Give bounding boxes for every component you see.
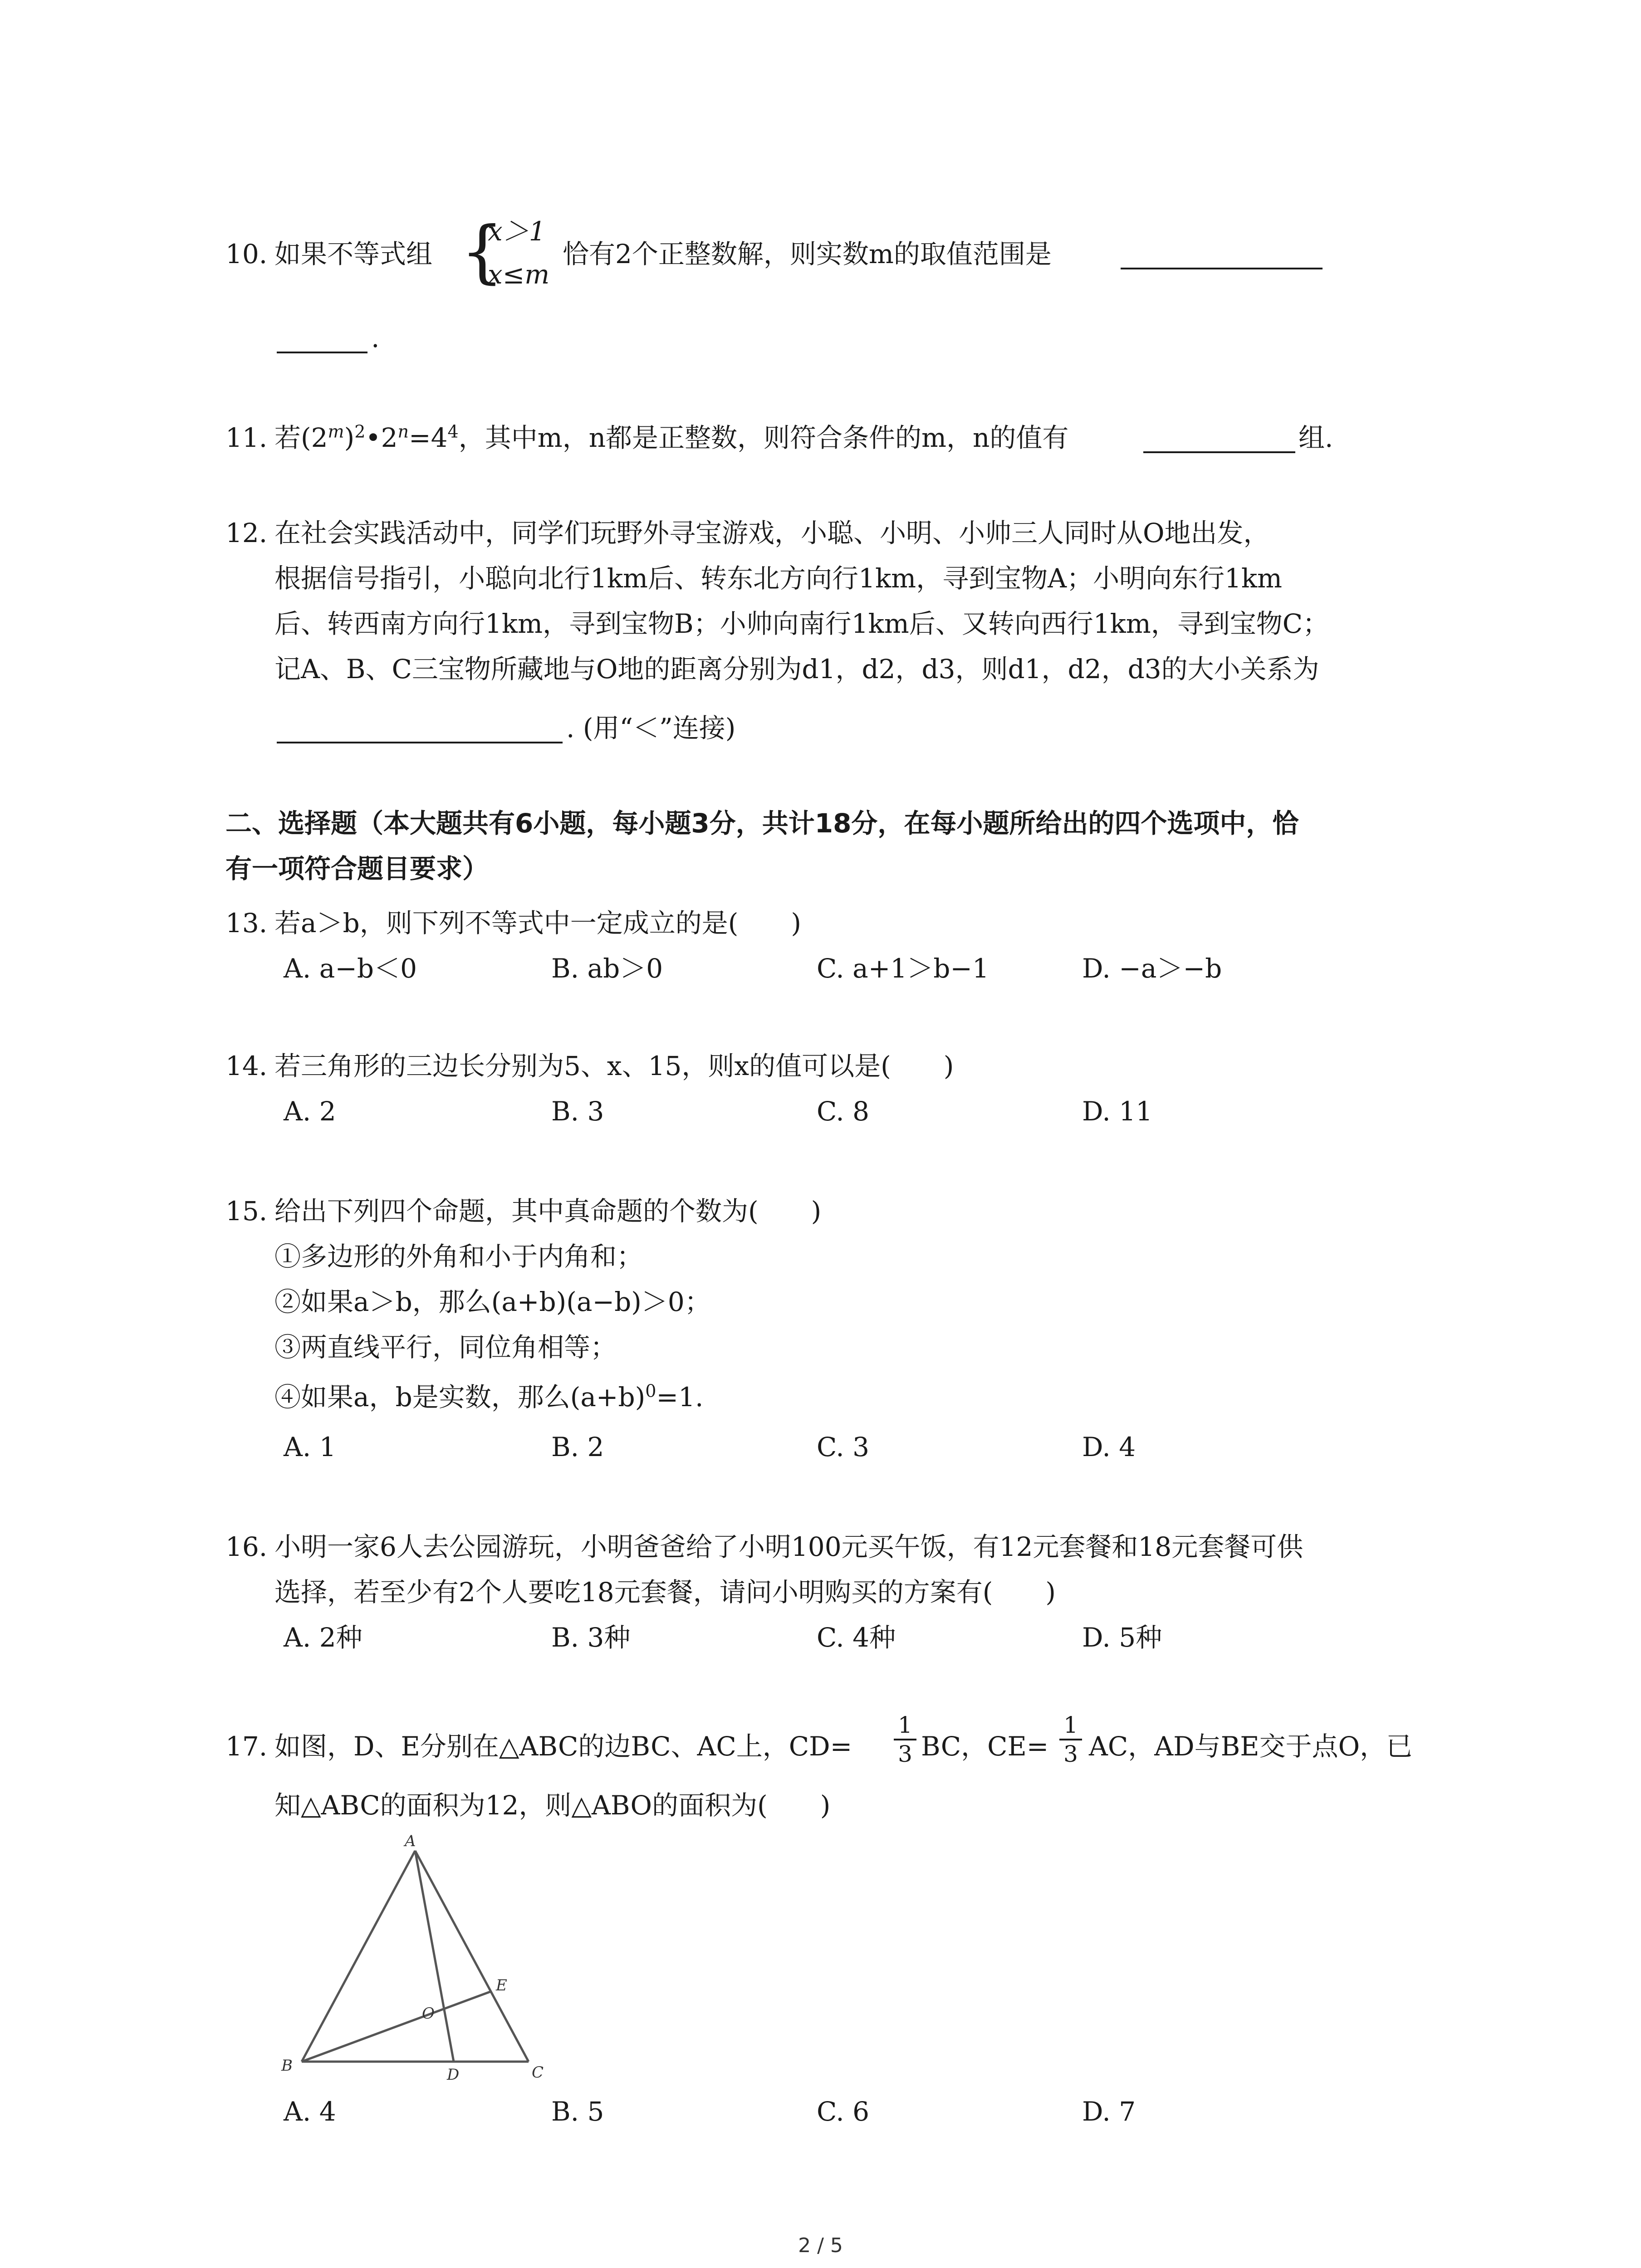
section-heading: 二、选择题（本大题共有6小题，每小题3分，共计18分，在每小题所给出的四个选项中，恰 [225, 808, 1299, 839]
label-c: C [532, 2063, 544, 2082]
option-b[interactable]: B. ab＞0 [551, 953, 663, 984]
option-d[interactable]: D. 11 [1082, 1096, 1153, 1127]
option-a[interactable]: A. 2 [284, 1096, 336, 1127]
inequality-2: x≤m [488, 259, 550, 290]
question-text: BC，CE= [921, 1731, 1049, 1762]
option-d[interactable]: D. 4 [1082, 1432, 1136, 1462]
label-o: O [422, 2004, 435, 2023]
option-b[interactable]: B. 3 [551, 1096, 604, 1127]
side-ab [302, 1851, 415, 2062]
option-b[interactable]: B. 5 [551, 2096, 604, 2127]
question-text: . (用“＜”连接) [566, 713, 736, 743]
label-b: B [281, 2057, 293, 2075]
label-e: E [496, 1976, 507, 1994]
brace-symbol: { [460, 212, 504, 291]
question-number: 14. [225, 1051, 268, 1081]
question-text: 组. [1298, 422, 1333, 453]
side-ac [415, 1851, 529, 2062]
fraction-denominator: 3 [898, 1741, 912, 1767]
option-d[interactable]: D. 7 [1082, 2096, 1136, 2127]
question-text: 如图，D、E分别在△ABC的边BC、AC上，CD= [274, 1731, 852, 1762]
option-a[interactable]: A. 1 [284, 1432, 336, 1462]
answer-blank[interactable] [277, 716, 563, 743]
question-number: 16. [225, 1531, 268, 1562]
option-b[interactable]: B. 2 [551, 1432, 604, 1462]
question-number: 17. [225, 1731, 268, 1762]
option-c[interactable]: C. 3 [817, 1432, 870, 1462]
answer-blank[interactable] [277, 326, 367, 353]
fraction-denominator: 3 [1063, 1741, 1078, 1767]
question-text: 如果不等式组 [274, 239, 433, 269]
proposition-item: ④如果a，b是实数，那么$(a+b)^0=1$. [274, 1381, 704, 1413]
proposition-item: ①多边形的外角和小于内角和； [274, 1241, 643, 1272]
question-text: 后、转西南方向行1km，寻到宝物B；小帅向南行1km后、又转向西行1km，寻到宝物C； [274, 608, 1329, 639]
answer-blank[interactable] [1121, 242, 1323, 269]
option-c[interactable]: C. 8 [817, 1096, 870, 1127]
question-text: 知△ABC的面积为12，则△ABO的面积为( ) [274, 1790, 831, 1821]
question-text: 若$(2^m)^2•2^n=4^4$，其中m，n都是正整数，则符合条件的m，n的值有 [274, 421, 1069, 453]
answer-blank[interactable] [1143, 426, 1295, 453]
option-c[interactable]: C. 6 [817, 2096, 870, 2127]
fraction-one-third [894, 1712, 916, 1767]
option-a[interactable]: A. 2种 [284, 1622, 362, 1653]
option-c[interactable]: C. a+1＞b−1 [817, 953, 989, 984]
proposition-item: ②如果a＞b，那么(a+b)(a−b)＞0； [274, 1286, 711, 1317]
question-text: 小明一家6人去公园游玩，小明爸爸给了小明100元买午饭，有12元套餐和18元套餐可供 [274, 1531, 1303, 1562]
proposition-item: ③两直线平行，同位角相等； [274, 1332, 617, 1363]
question-text: 在社会实践活动中，同学们玩野外寻宝游戏，小聪、小明、小帅三人同时从O地出发， [274, 518, 1270, 548]
question-text: 恰有2个正整数解，则实数m的取值范围是 [563, 239, 1052, 269]
question-number: 15. [225, 1196, 268, 1227]
question-number: 11. [225, 422, 268, 453]
question-number: 10. [225, 239, 268, 269]
section-heading-line2: 有一项符合题目要求） [225, 853, 489, 884]
label-d: D [447, 2066, 460, 2084]
inequality-1: x＞1 [488, 216, 546, 247]
fraction-bar [1059, 1739, 1082, 1740]
question-number: 13. [225, 908, 268, 938]
fraction-bar [894, 1739, 916, 1740]
question-text: 若三角形的三边长分别为5、x、15，则x的值可以是( ) [274, 1051, 954, 1081]
question-text: 记A、B、C三宝物所藏地与O地的距离分别为d1，d2，d3，则d1，d2，d3的大小关系为 [274, 654, 1319, 684]
label-a: A [405, 1833, 416, 1850]
question-text: 若a＞b，则下列不等式中一定成立的是( ) [274, 908, 801, 938]
question-text: 选择，若至少有2个人要吃18元套餐，请问小明购买的方案有( ) [274, 1577, 1056, 1608]
segment-ad [415, 1851, 454, 2062]
option-a[interactable]: A. a−b＜0 [284, 953, 417, 984]
fraction-one-third [1059, 1712, 1082, 1767]
question-text: AC，AD与BE交于点O，已 [1089, 1731, 1413, 1762]
segment-be [302, 1991, 491, 2062]
fraction-numerator: 1 [898, 1712, 912, 1738]
option-d[interactable]: D. 5种 [1082, 1622, 1162, 1653]
option-c[interactable]: C. 4种 [817, 1622, 896, 1653]
option-b[interactable]: B. 3种 [551, 1622, 631, 1653]
question-text: 给出下列四个命题，其中真命题的个数为( ) [274, 1196, 822, 1227]
page-number: 2 / 5 [798, 2234, 843, 2257]
option-a[interactable]: A. 4 [284, 2096, 336, 2127]
question-number: 12. [225, 518, 268, 548]
fraction-numerator: 1 [1063, 1712, 1078, 1738]
option-d[interactable]: D. −a＞−b [1082, 953, 1222, 984]
period: . [371, 323, 380, 353]
question-text: 根据信号指引，小聪向北行1km后、转东北方向行1km，寻到宝物A；小明向东行1km [274, 563, 1283, 594]
triangle-figure [268, 1833, 585, 2087]
